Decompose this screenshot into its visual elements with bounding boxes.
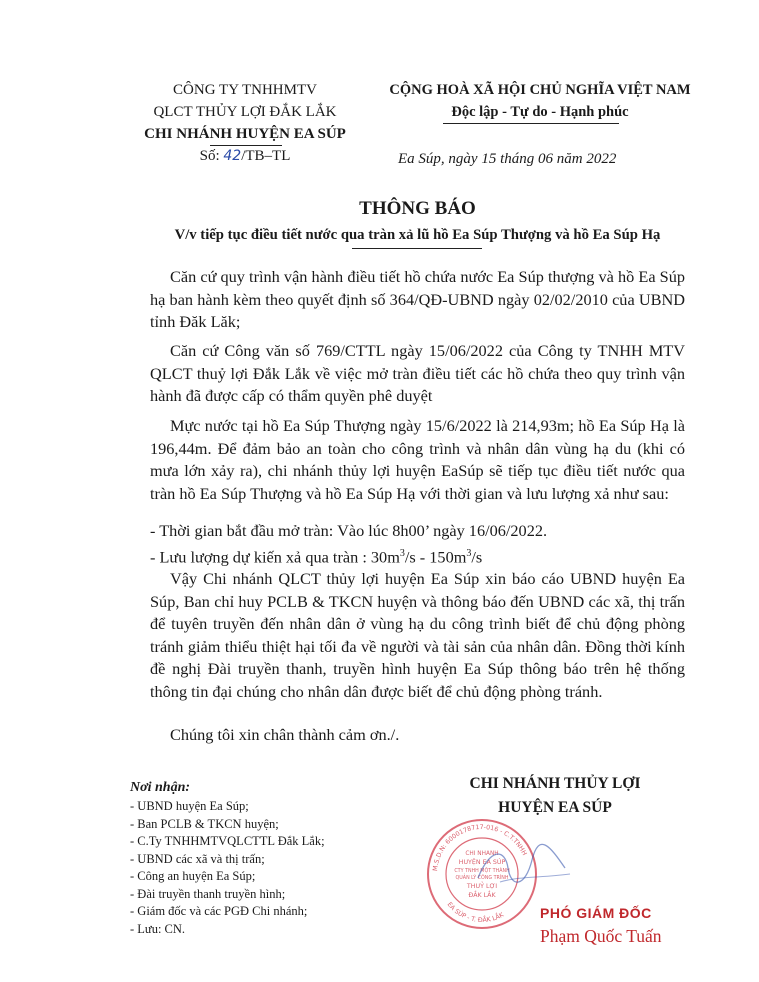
stamp-ring-text: M.S.D.N: 6000178717-016 - C.T.TNHH xyxy=(432,823,528,872)
company-subname: QLCT THỦY LỢI ĐẮK LẮK xyxy=(153,104,337,120)
issuer-block xyxy=(110,79,380,167)
stamp-line: HUYỆN EA SÚP xyxy=(458,859,506,866)
place-date: Ea Súp, ngày 15 tháng 06 năm 2022 xyxy=(398,151,617,167)
stamp-line: CTY TNHH MỘT THÀNH xyxy=(454,869,510,874)
signature-org xyxy=(430,772,680,820)
national-title: CỘNG HOÀ XÃ HỘI CHỦ NGHĨA VIỆT NAM xyxy=(389,82,691,98)
document-title: THÔNG BÁO xyxy=(359,198,476,219)
paragraph-water-level: Mực nước tại hồ Ea Súp Thượng ngày 15/6/2022 là 214,93m; hồ Ea Súp Hạ là 196,44m. Để đảm bảo an toàn cho công trình và nhân dân vùng hạ du (khi có mưa lớn xảy ra), chi nhánh thủy lợi huyện EaSúp sẽ tiếp tục điều tiết nước qua tràn hồ Ea Súp Thượng và hồ Ea Súp Hạ với thời gian và lưu lượng xả như sau: xyxy=(150,416,685,503)
signer-position: PHÓ GIÁM ĐỐC xyxy=(540,905,652,921)
recipient-item: - Công an huyện Ea Súp; xyxy=(130,869,256,883)
paragraph-request: Vậy Chi nhánh QLCT thủy lợi huyện Ea Súp xin báo cáo UBND huyện Ea Súp, Ban chỉ huy PCLB & TKCN huyện và thông báo đến UBND các xã, thị trấn để tuyên truyền đến nhân dân ở vùng hạ du công trình biết để chủ động phòng tránh giảm thiểu thiệt hại tối đa về người và tài sản của nhân dân. Đồng thời kính đề nghị Đài truyền thanh, truyền hình huyện Ea Súp thông báo trên hệ thống thông tin đại chúng cho nhân dân được biết để chủ động phòng tránh. xyxy=(150,569,685,701)
recipient-item: - C.Ty TNHHMTVQLCTTL Đắk Lắk; xyxy=(130,834,325,848)
paragraph-legal-basis-2: Căn cứ Công văn số 769/CTTL ngày 15/06/2022 của Công ty TNHH MTV QLCT thuỷ lợi Đắk Lắk về việc mở tràn điều tiết các hồ chứa theo quy trình vận hành đã được cấp có thẩm quyền phê duyệt xyxy=(150,341,685,405)
recipient-item: - UBND huyện Ea Súp; xyxy=(130,799,249,813)
stamp-line: THUỶ LỢI xyxy=(466,883,498,890)
handwritten-number: 42 xyxy=(223,148,242,164)
bullet-start-time: - Thời gian bắt đầu mở tràn: Vào lúc 8h00’ ngày 16/06/2022. xyxy=(150,521,548,540)
stamp-bottom-text: EA SÚP - T. ĐẮK LẮK xyxy=(445,901,505,925)
paragraph-legal-basis-1: Căn cứ quy trình vận hành điều tiết hồ chứa nước Ea Súp thượng và hồ Ea Súp hạ ban hành kèm theo quyết định số 364/QĐ-UBND ngày 02/02/2010 của UBND tỉnh Đăk Lăk; xyxy=(150,267,685,331)
branch-name: CHI NHÁNH HUYỆN EA SÚP xyxy=(144,126,346,142)
company-name: CÔNG TY TNHHMTV xyxy=(173,82,317,98)
document-number: Số: 42/TB–TL xyxy=(199,148,291,164)
branch-underline xyxy=(210,145,282,146)
recipient-item: - Lưu: CN. xyxy=(130,921,186,936)
recipients-block xyxy=(130,778,390,938)
paragraph-thanks: Chúng tôi xin chân thành cảm ơn./. xyxy=(170,725,400,744)
signature-org-line2: HUYỆN EA SÚP xyxy=(498,799,612,816)
recipient-item: - UBND các xã và thị trấn; xyxy=(130,851,265,866)
national-motto: Độc lập - Tự do - Hạnh phúc xyxy=(451,104,629,120)
subject-underline xyxy=(352,248,482,249)
bullet-discharge-flow: - Lưu lượng dự kiến xả qua tràn : $30m^3/s - 150m^3/s$ xyxy=(150,547,483,567)
handwritten-signature xyxy=(470,838,580,898)
signature-org-line1: CHI NHÁNH THỦY LỢI xyxy=(469,775,641,792)
motto-underline xyxy=(443,123,619,124)
recipients-heading: Nơi nhận: xyxy=(130,780,191,795)
recipient-item: - Ban PCLB & TKCN huyện; xyxy=(130,816,279,831)
stamp-line: QUẢN LÝ CÔNG TRÌNH xyxy=(455,876,509,881)
recipient-item: - Đài truyền thanh truyền hình; xyxy=(130,886,286,901)
stamp-line: CHI NHÁNH xyxy=(465,851,499,857)
stamp-line: ĐẮK LẮK xyxy=(468,892,496,899)
signer-name: Phạm Quốc Tuấn xyxy=(540,926,662,946)
recipient-item: - Giám đốc và các PGĐ Chi nhánh; xyxy=(130,904,308,918)
document-subject: V/v tiếp tục điều tiết nước qua tràn xả lũ hồ Ea Súp Thượng và hồ Ea Súp Hạ xyxy=(174,227,661,243)
